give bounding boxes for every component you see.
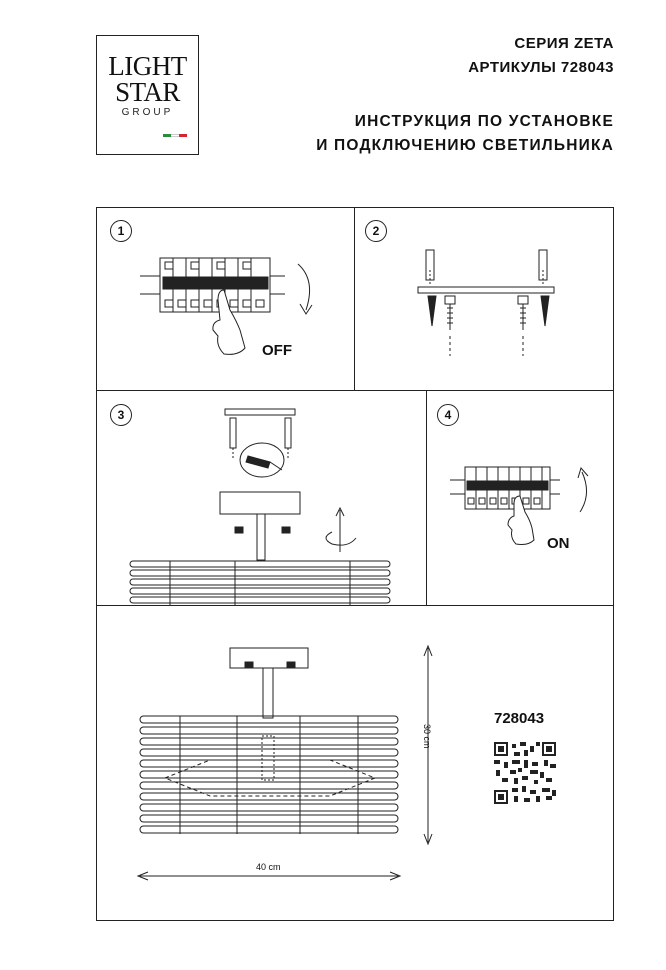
- fixture-dimension-drawing: [140, 648, 398, 834]
- lampshade-rings-icon: [130, 561, 390, 605]
- rotate-arrow-icon: [326, 508, 356, 552]
- canopy-icon: [220, 492, 300, 560]
- on-label: ON: [547, 535, 570, 552]
- rotate-up-arrow-icon: [578, 468, 588, 512]
- article-number: 728043: [494, 710, 545, 727]
- step-3-badge: 3: [110, 404, 132, 426]
- articles-title: АРТИКУЛЫ 728043: [468, 59, 614, 76]
- series-title: СЕРИЯ ZETA: [514, 35, 614, 52]
- breaker-panel-icon: [140, 258, 285, 312]
- step-1-badge: 1: [110, 220, 132, 242]
- wire-connector-icon: [240, 443, 284, 477]
- logo-line-2: STAR: [115, 77, 180, 107]
- mounting-bracket-icon: [418, 250, 554, 356]
- instruction-line-1: ИНСТРУКЦИЯ ПО УСТАНОВКЕ: [354, 113, 614, 130]
- breaker-panel-on-icon: [450, 467, 560, 509]
- off-label: OFF: [262, 342, 292, 359]
- width-label: 40 cm: [256, 862, 281, 872]
- step-2-badge: 2: [365, 220, 387, 242]
- hand-icon: [213, 290, 245, 354]
- width-dimension-arrow-icon: [138, 872, 400, 880]
- instruction-line-2: И ПОДКЛЮЧЕНИЮ СВЕТИЛЬНИКА: [316, 137, 614, 154]
- logo-line-1: LIGHT: [108, 51, 187, 81]
- logo-line-3: GROUP: [121, 107, 174, 118]
- rotate-down-arrow-icon: [298, 264, 312, 314]
- step-4-badge: 4: [437, 404, 459, 426]
- qr-code-icon: [494, 742, 556, 804]
- height-label: 30 cm: [422, 724, 432, 749]
